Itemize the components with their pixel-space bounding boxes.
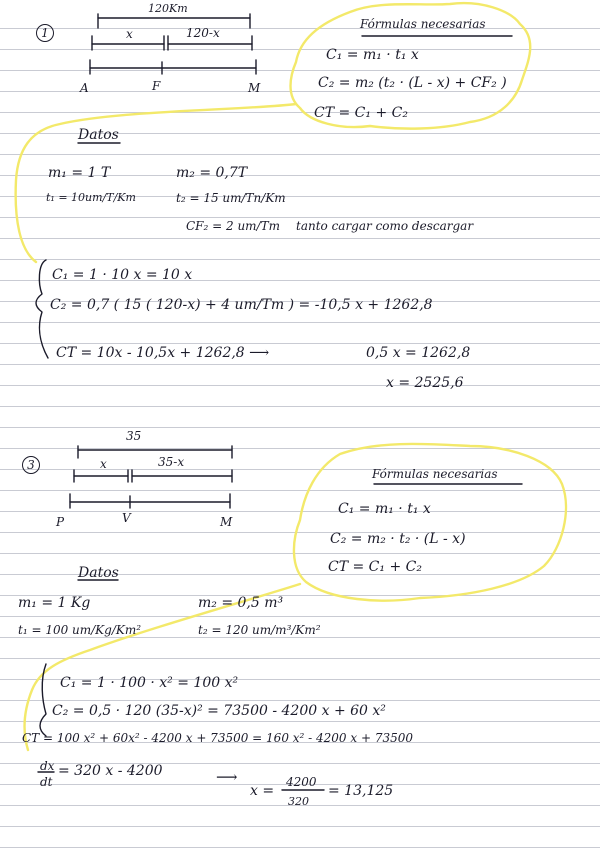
- p1-seg-x: x: [126, 27, 133, 41]
- p3-formula-ct: CT = C₁ + C₂: [328, 559, 422, 575]
- p1-t1: t₁ = 10um/T/Km: [46, 191, 136, 204]
- p1-formula-ct: CT = C₁ + C₂: [314, 105, 408, 121]
- p3-seg-x: x: [100, 457, 107, 471]
- p3-point-v: V: [122, 511, 131, 525]
- p3-deriv-rhs: = 320 x - 4200: [58, 763, 163, 779]
- p1-formulas-title: Fórmulas necesarias: [360, 17, 486, 31]
- p1-work-c1: C₁ = 1 · 10 x = 10 x: [52, 267, 193, 283]
- p1-seg-rest: 120-x: [186, 26, 220, 40]
- p1-t2: t₂ = 15 um/Tn/Km: [176, 191, 286, 205]
- p3-deriv-num: dx: [40, 759, 55, 773]
- p1-result: x = 2525,6: [386, 375, 464, 391]
- p1-cf2-note: tanto cargar como descargar: [296, 219, 474, 233]
- p3-work-c2: C₂ = 0,5 · 120 (35-x)² = 73500 - 4200 x + 60 x²: [52, 703, 386, 719]
- p3-deriv-den: dt: [40, 775, 53, 789]
- p3-distance-diagram: [70, 446, 232, 508]
- p1-work-eq: 0,5 x = 1262,8: [366, 345, 471, 361]
- p1-number-badge: 1: [36, 24, 54, 42]
- p3-number-badge: 3: [22, 456, 40, 474]
- p3-total-distance: 35: [126, 429, 142, 443]
- p1-point-a: A: [80, 81, 89, 95]
- p3-formula-c1: C₁ = m₁ · t₁ x: [338, 501, 431, 517]
- p1-datos-title: Datos: [78, 127, 119, 143]
- p3-formulas-title: Fórmulas necesarias: [372, 467, 498, 481]
- p3-datos-title: Datos: [78, 565, 119, 581]
- p3-work-c1: C₁ = 1 · 100 · x² = 100 x²: [60, 675, 239, 691]
- p1-cloud-tail: [16, 104, 296, 262]
- p1-work-c2: C₂ = 0,7 ( 15 ( 120-x) + 4 um/Tm ) = -10,5 x + 1262,8: [50, 297, 433, 313]
- p3-point-m: M: [220, 515, 233, 529]
- p1-point-m: M: [248, 81, 261, 95]
- p1-work-bracket: [36, 260, 48, 358]
- p1-formula-c2: C₂ = m₂ (t₂ · (L - x) + CF₂ ): [318, 75, 507, 91]
- p1-m1: m₁ = 1 T: [48, 165, 111, 181]
- p3-point-p: P: [56, 515, 65, 529]
- p1-distance-diagram: [90, 14, 256, 74]
- p3-x-lhs: x =: [250, 783, 275, 799]
- p3-t1: t₁ = 100 um/Kg/Km²: [18, 623, 142, 637]
- p3-work-ct: CT = 100 x² + 60x² - 4200 x + 73500 = 160 x² - 4200 x + 73500: [22, 731, 414, 745]
- p1-work-ct: CT = 10x - 10,5x + 1262,8 ⟶: [56, 345, 270, 361]
- p3-frac-den: 320: [288, 795, 309, 808]
- p1-point-f: F: [152, 79, 161, 93]
- p3-t2: t₂ = 120 um/m³/Km²: [198, 623, 321, 637]
- p3-seg-rest: 35-x: [158, 455, 185, 469]
- p1-total-distance: 120Km: [148, 2, 188, 15]
- p1-formula-c1: C₁ = m₁ · t₁ x: [326, 47, 419, 63]
- p3-formula-c2: C₂ = m₂ · t₂ · (L - x): [330, 531, 466, 547]
- p3-m2: m₂ = 0,5 m³: [198, 595, 284, 611]
- p3-result: = 13,125: [328, 783, 394, 799]
- p3-m1: m₁ = 1 Kg: [18, 595, 91, 611]
- p3-arrow: ⟶: [216, 768, 238, 786]
- p1-m2: m₂ = 0,7T: [176, 165, 248, 181]
- p3-frac-num: 4200: [286, 775, 317, 789]
- p1-cf2: CF₂ = 2 um/Tm: [186, 219, 280, 233]
